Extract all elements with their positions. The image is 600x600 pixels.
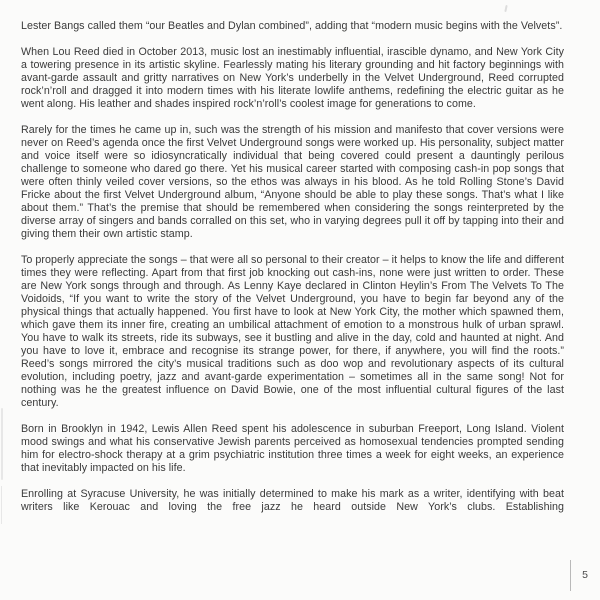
page-number: 5 [582, 569, 588, 581]
paragraph-born-in-brooklyn: Born in Brooklyn in 1942, Lewis Allen Reed spent his adolescence in suburban Freeport, Long Island. Violent mood swings and what his conservative Jewish parents perceived as homosexual tendencies prompted sending him for electro-shock therapy at a grim psychiatric institution three times a week for eight weeks, an experience that inevitably impacted on his life. [21, 423, 564, 474]
page-number-divider [570, 560, 571, 591]
scan-artifact [1, 408, 3, 480]
scan-artifact [504, 5, 507, 12]
paragraph-new-york-songs: To properly appreciate the songs – that were all so personal to their creator – it helps to know the life and different times they were reflecting. Apart from that first job knocking out cash-ins, none were just written to order. These are New York songs through and through. As Lenny Kaye declared in Clinton Heylin’s From The Velvets To The Voidoids, “If you want to write the story of the Velvet Underground, you have to begin far beyond any of the physical things that actually happened. You first have to look at New York City, the mother which spawned them, which gave them its inner fire, creating an umbilical attachment of emotion to a monstrous hulk of urban sprawl. You have to walk its streets, ride its subways, see it bustling and alive in the day, cold and haunted at night. And you have to love it, embrace and recognise its strange power, for there, if anywhere, you will find the roots.” Reed’s songs mirrored the city’s musical traditions such as doo wop and revolutionary aspects of its cultural evolution, including poetry, jazz and avant-garde experimentation – sometimes all in the same song! Not for nothing was he the greatest influence on David Bowie, one of the most influential cultural figures of the last century. [21, 254, 564, 409]
paragraph-cover-versions: Rarely for the times he came up in, such was the strength of his mission and manifesto that cover versions were never on Reed’s agenda once the first Velvet Underground songs were worked up. His personality, subject matter and voice itself were so idiosyncratically individual that being covered could present a dauntingly perilous challenge to someone who dared go there. Yet his musical career started with composing cash-in pop songs that were often thinly veiled cover versions, so the ethos was always in his blood. As he told Rolling Stone’s David Fricke about the first Velvet Underground album, “Anyone should be able to play these songs. That’s what I like about them.” That’s the premise that should be remembered when considering the songs reinterpreted by the diverse array of singers and bands corralled on this set, who in varying degrees pull it off by tapping into their and giving them their own artistic stamp. [21, 124, 564, 240]
liner-notes-text [21, 20, 564, 514]
scan-artifact [501, 49, 504, 51]
paragraph-syracuse-university: Enrolling at Syracuse University, he was initially determined to make his mark as a writer, identifying with beat writers like Kerouac and loving the free jazz he heard outside New York’s clubs. Establishing [21, 488, 564, 513]
paragraph-lester-bangs-quote: Lester Bangs called them “our Beatles and Dylan combined”, adding that “modern music begins with the Velvets”. [21, 20, 563, 32]
paragraph-lou-reed-death: When Lou Reed died in October 2013, music lost an inestimably influential, irascible dynamo, and New York City a towering presence in its artistic skyline. Fearlessly mating his literary grounding and hit factory beginnings with avant-garde assault and gritty narratives on New York’s underbelly in the Velvet Underground, Reed corrupted rock’n’roll and dragged it into modern times with his literate lowlife anthems, redefining the electric guitar as he went along. His leather and shades inspired rock’n’roll’s coolest image for generations to come. [21, 46, 564, 110]
scan-artifact [1, 486, 2, 524]
